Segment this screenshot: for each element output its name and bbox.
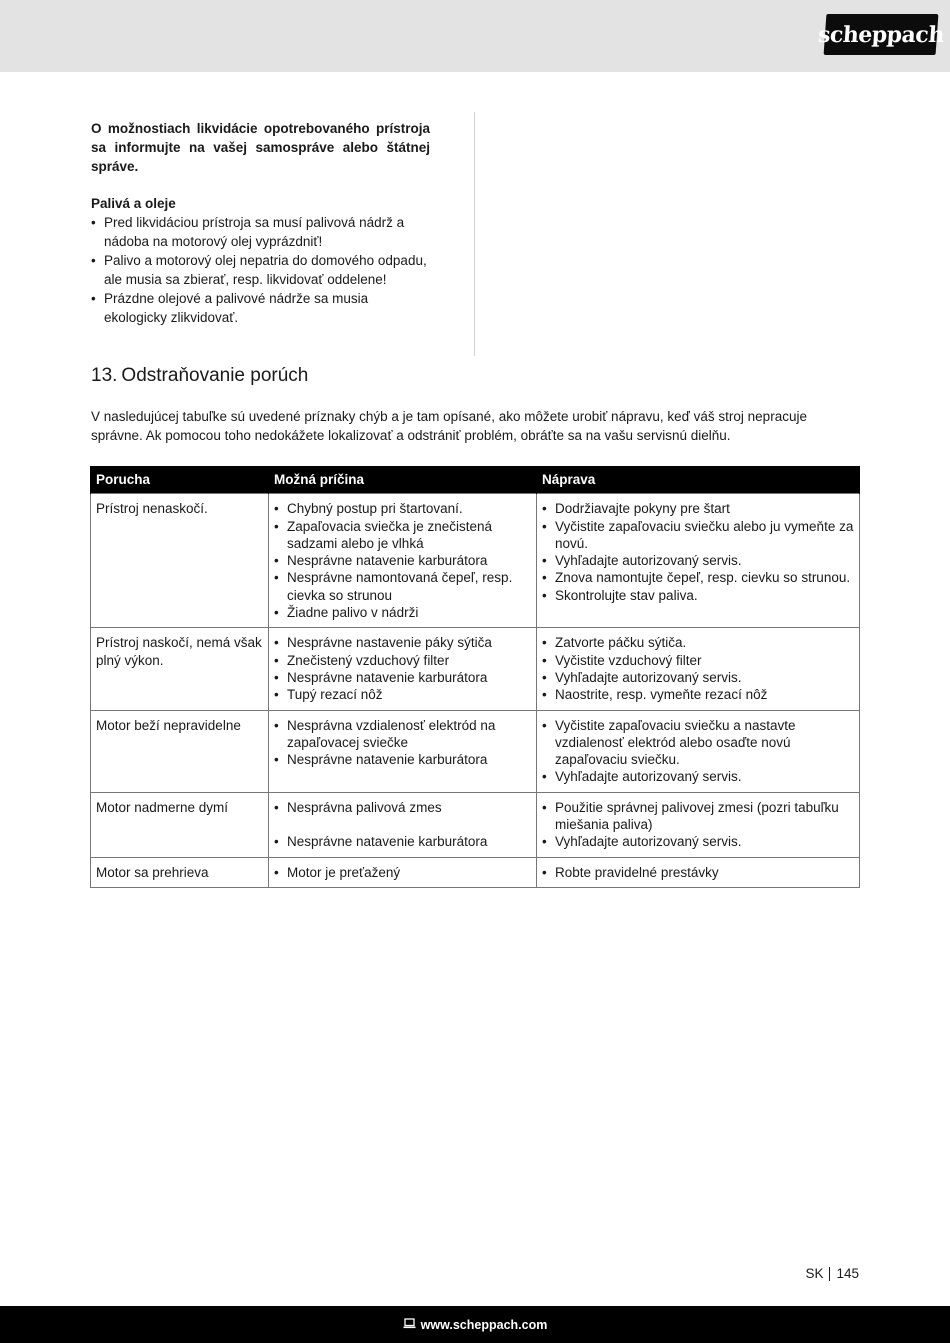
cause-cell — [269, 792, 537, 857]
cause-item: • Nesprávne natavenie karburátora — [274, 751, 531, 768]
cause-item: • Tupý rezací nôž — [274, 686, 531, 703]
header-fault: Porucha — [91, 466, 269, 494]
cause-cell — [269, 857, 537, 887]
fault-cell: Motor beží nepravidelne — [91, 710, 269, 792]
troubleshooting-table — [90, 466, 860, 888]
scheppach-logo: scheppach — [824, 14, 939, 55]
section-intro: V nasledujúcej tabuľke sú uvedené príznaky chýb a je tam opísané, ako môžete urobiť nápravu, keď váš stroj nepracuje správne. Ak pomocou toho nedokážete lokalizovať a odstrániť problém, obráťte sa na vašu servisnú dielňu. — [91, 409, 807, 443]
fault-cell: Prístroj naskočí, nemá však plný výkon. — [91, 628, 269, 710]
cause-item: • Nesprávne namontovaná čepeľ, resp. cievka so strunou — [274, 569, 531, 604]
fault-cell: Motor sa prehrieva — [91, 857, 269, 887]
disposal-column — [91, 119, 430, 327]
fuels-oils-heading: Palivá a oleje — [91, 196, 176, 211]
table-row — [91, 494, 860, 628]
page-number-value: 145 — [836, 1266, 859, 1281]
table-row — [91, 792, 860, 857]
cause-item: • Zapaľovacia sviečka je znečistená sadzami alebo je vlhká — [274, 518, 531, 553]
remedy-item: • Vyčistite zapaľovaciu sviečku alebo ju vymeňte za novú. — [542, 518, 854, 553]
remedy-item: • Vyčistite vzduchový filter — [542, 652, 854, 669]
cause-cell — [269, 710, 537, 792]
cause-item: • Motor je preťažený — [274, 864, 531, 881]
remedy-item: • Zatvorte páčku sýtiča. — [542, 634, 854, 651]
cause-item: • Nesprávne natavenie karburátora — [274, 552, 531, 569]
remedy-item: • Naostrite, resp. vymeňte rezací nôž — [542, 686, 854, 703]
remedy-item: • Vyčistite zapaľovaciu sviečku a nastavte vzdialenosť elektród alebo osaďte novú zapaľovaciu sviečku. — [542, 717, 854, 769]
cause-item: • Znečistený vzduchový filter — [274, 652, 531, 669]
cause-cell — [269, 494, 537, 628]
website-link[interactable]: www.scheppach.com — [420, 1317, 548, 1332]
cause-item: • Žiadne palivo v nádrži — [274, 604, 531, 621]
disposal-item: • Pred likvidáciou prístroja sa musí palivová nádrž a nádoba na motorový olej vyprázdniť! — [91, 213, 430, 251]
remedy-item: • Vyhľadajte autorizovaný servis. — [542, 669, 854, 686]
page-separator — [829, 1267, 830, 1281]
footer-band — [0, 1306, 950, 1343]
remedy-cell — [537, 857, 860, 887]
remedy-cell — [537, 494, 860, 628]
cause-item: • Nesprávne nastavenie páky sýtiča — [274, 634, 531, 651]
remedy-item: • Vyhľadajte autorizovaný servis. — [542, 552, 854, 569]
cause-cell — [269, 628, 537, 710]
disposal-intro: O možnostiach likvidácie opotrebovaného prístroja sa informujte na vašej samospráve alebo štátnej správe. — [91, 121, 430, 174]
remedy-item: • Vyhľadajte autorizovaný servis. — [542, 768, 854, 785]
table-header-row — [91, 466, 860, 494]
section-title — [91, 364, 308, 388]
remedy-item: • Skontrolujte stav paliva. — [542, 587, 854, 604]
cause-item: • Nesprávna palivová zmes — [274, 799, 531, 816]
header-cause: Možná príčina — [269, 466, 537, 494]
remedy-item: • Robte pravidelné prestávky — [542, 864, 854, 881]
remedy-cell — [537, 792, 860, 857]
disposal-item: • Prázdne olejové a palivové nádrže sa musia ekologicky zlikvidovať. — [91, 289, 430, 327]
column-divider — [474, 112, 475, 356]
remedy-cell — [537, 710, 860, 792]
page-number — [805, 1265, 859, 1282]
table-row — [91, 628, 860, 710]
disposal-item: • Palivo a motorový olej nepatria do domového odpadu, ale musia sa zbierať, resp. likvidovať oddelene! — [91, 251, 430, 289]
header-remedy: Náprava — [537, 466, 860, 494]
disposal-list — [91, 213, 430, 327]
remedy-cell — [537, 628, 860, 710]
section-title-text: Odstraňovanie porúch — [121, 365, 309, 386]
cause-item: • Nesprávna vzdialenosť elektród na zapaľovacej sviečke — [274, 717, 531, 752]
cause-item: • Nesprávne natavenie karburátora — [274, 833, 531, 850]
remedy-item: • Použitie správnej palivovej zmesi (pozri tabuľku miešania paliva) — [542, 799, 854, 834]
remedy-item: • Znova namontujte čepeľ, resp. cievku so strunou. — [542, 569, 854, 586]
cause-item: • Chybný postup pri štartovaní. — [274, 500, 531, 517]
language-code: SK — [805, 1266, 824, 1281]
remedy-item: • Dodržiavajte pokyny pre štart — [542, 500, 854, 517]
header-band — [0, 0, 950, 72]
table-row — [91, 857, 860, 887]
section-number: 13. — [91, 365, 118, 386]
fault-cell: Motor nadmerne dymí — [91, 792, 269, 857]
remedy-item: • Vyhľadajte autorizovaný servis. — [542, 833, 854, 850]
cause-item: • Nesprávne natavenie karburátora — [274, 669, 531, 686]
fault-cell: Prístroj nenaskočí. — [91, 494, 269, 628]
laptop-icon — [403, 1318, 416, 1332]
table-row — [91, 710, 860, 792]
